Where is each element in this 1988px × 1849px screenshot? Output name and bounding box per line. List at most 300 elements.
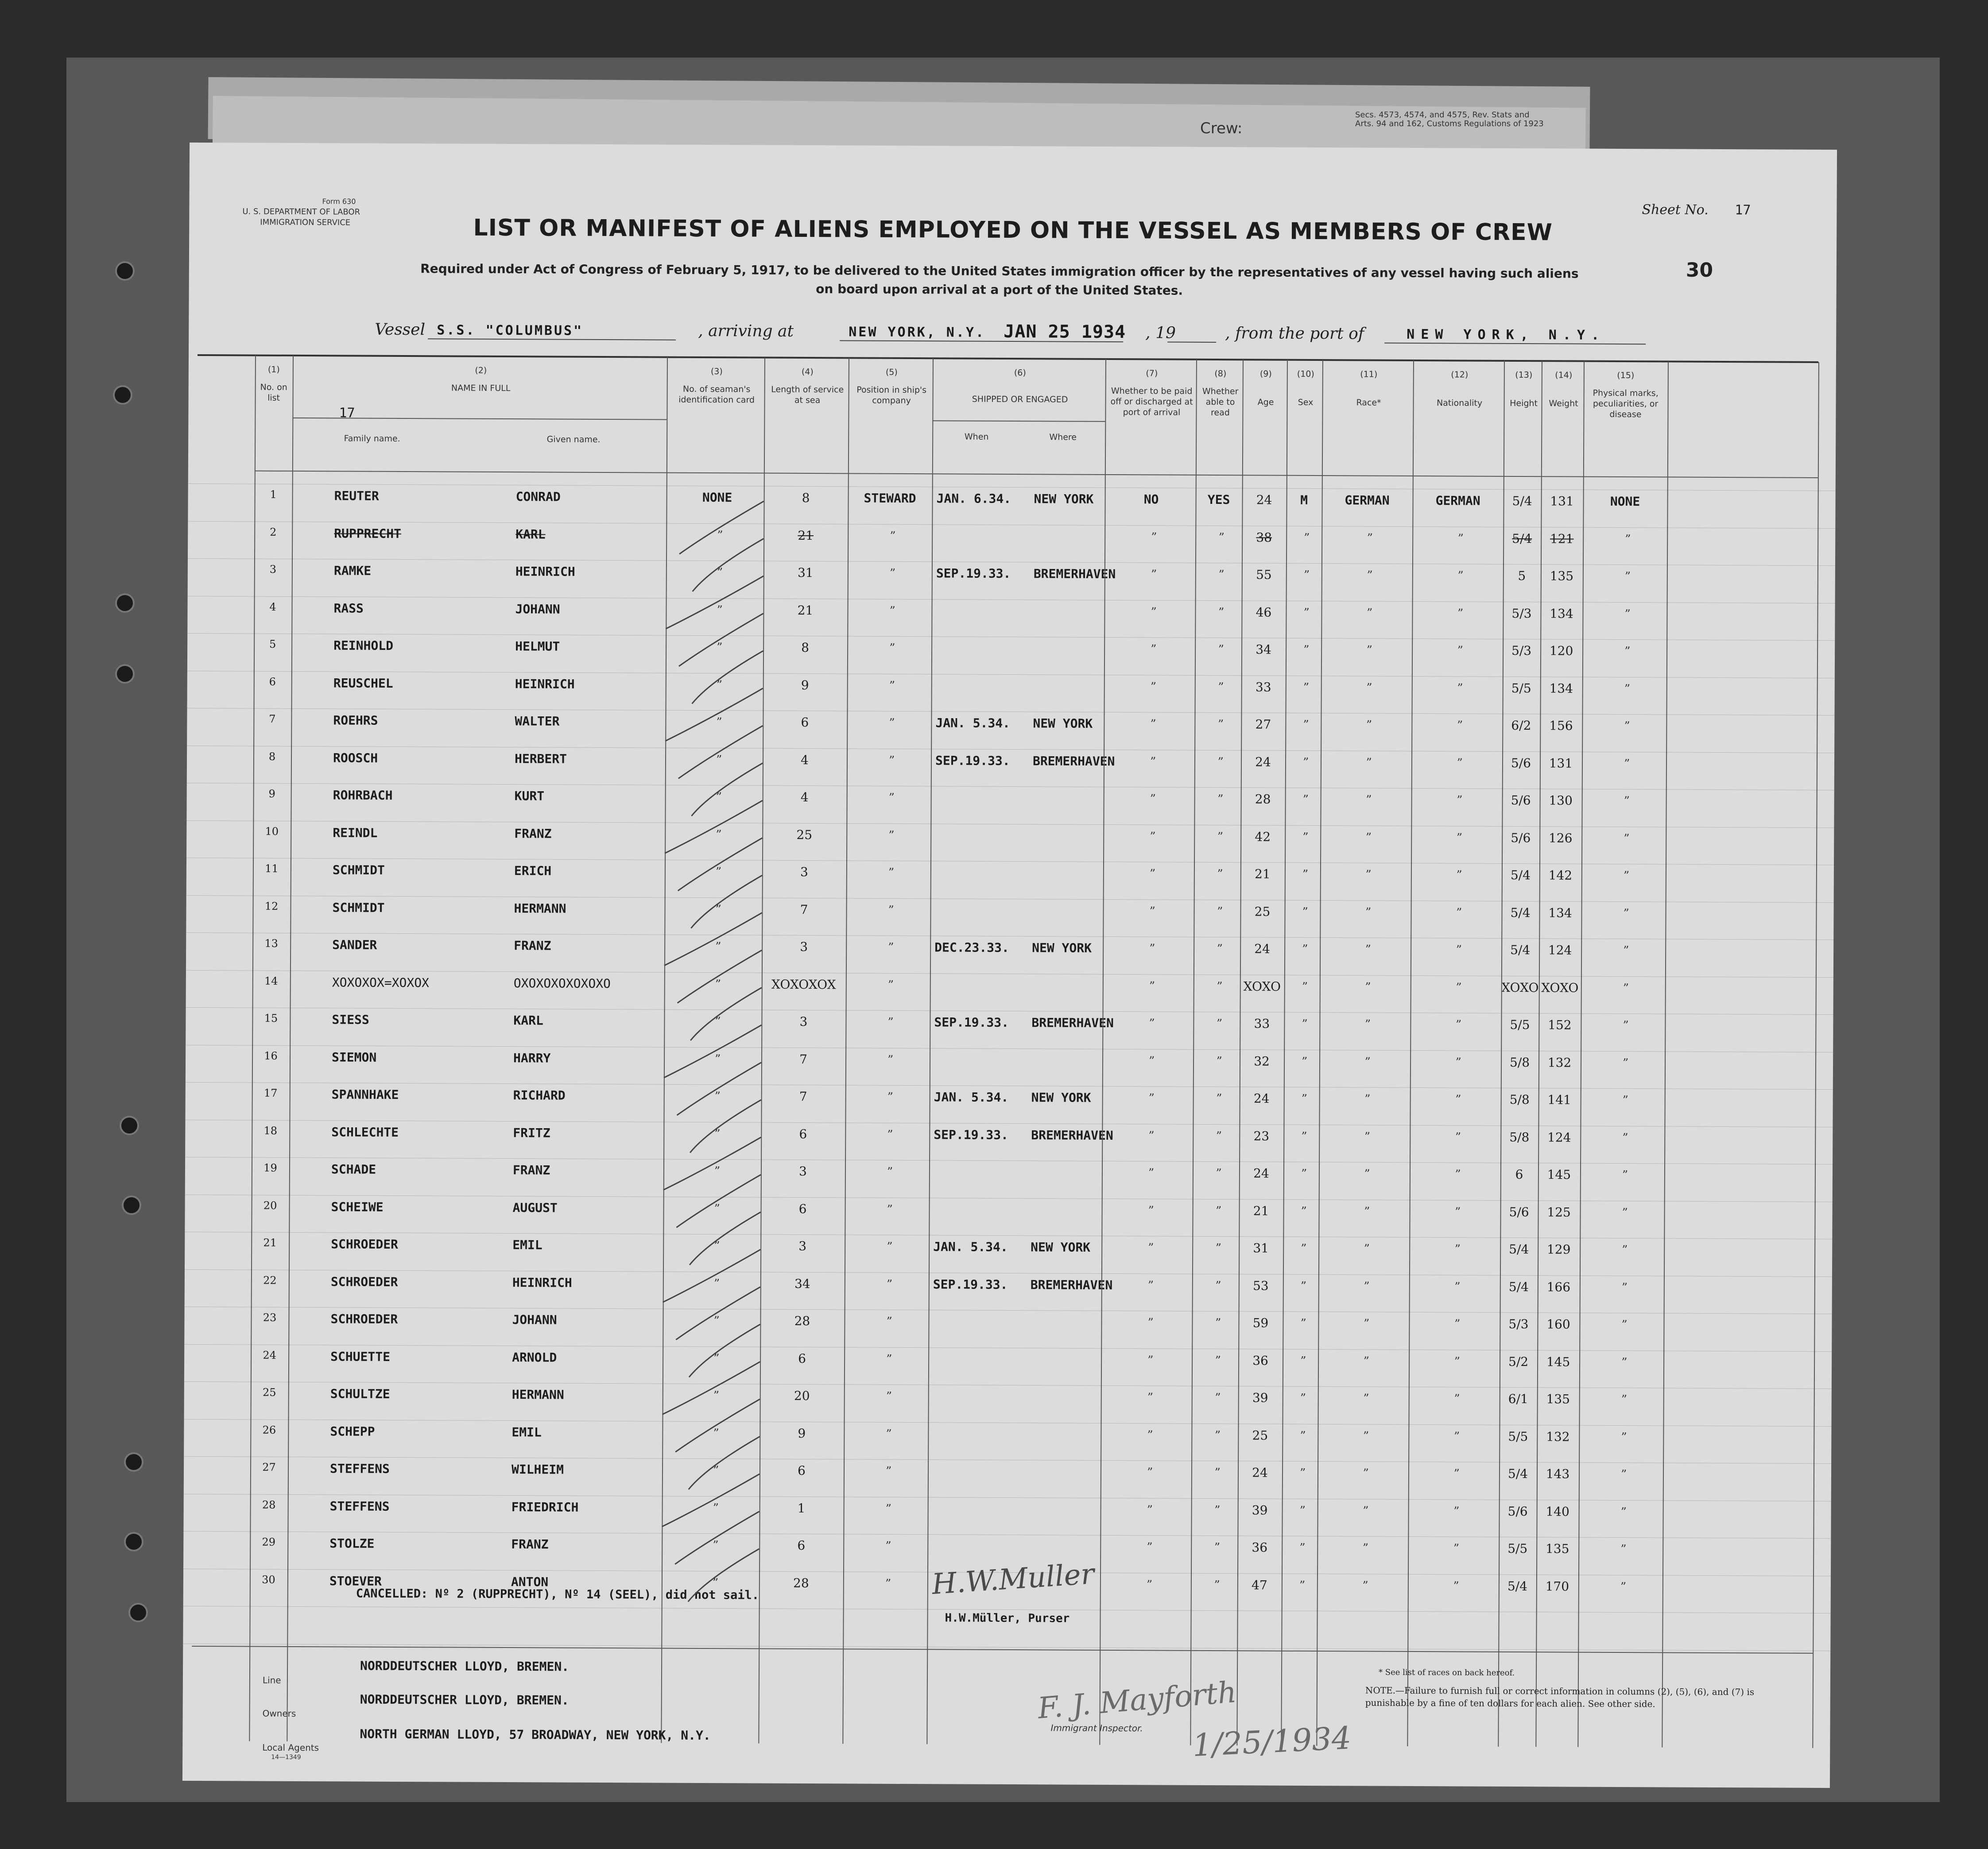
cell-given: ANTON [511, 1574, 549, 1589]
ditto-mark: ” [1362, 1541, 1369, 1555]
ditto-mark: ” [1147, 1278, 1154, 1292]
cell-service: 8 [802, 490, 810, 506]
ditto-mark: ” [887, 1165, 893, 1179]
col2-header: (2) NAME IN FULL [451, 365, 511, 394]
col12-header: (12) Nationality [1436, 370, 1483, 408]
cell-age: 24 [1255, 754, 1271, 770]
ditto-mark: ” [887, 1053, 894, 1067]
cell-age: 36 [1252, 1540, 1268, 1555]
ditto-mark: ” [1302, 942, 1308, 956]
ditto-mark: ” [887, 1203, 893, 1216]
sheet-number-value: 17 [1735, 202, 1751, 218]
ditto-mark: ” [1454, 1280, 1461, 1293]
cell-no: 9 [268, 787, 275, 800]
cell-given: HERMANN [514, 901, 566, 916]
cell-age: 39 [1252, 1390, 1268, 1405]
ditto-mark: ” [1622, 1206, 1628, 1219]
cell-when: JAN. 6.34. [936, 491, 1011, 507]
col15-header: (15) Physical marks, peculiarities, or disease [1593, 370, 1659, 420]
ditto-mark: ” [1456, 905, 1462, 919]
vessel-line [189, 320, 1836, 347]
ditto-mark: ” [1621, 1280, 1628, 1294]
ditto-mark: ” [716, 753, 722, 766]
ditto-mark: ” [1148, 1091, 1155, 1105]
year-label: , 19 [1145, 324, 1176, 342]
ditto-mark: ” [1215, 1316, 1221, 1330]
ditto-mark: ” [1623, 1019, 1629, 1033]
penalty-note: NOTE.—Failure to furnish full or correct information in columns (2), (5), (6), and (7) is punishable by a fine of ten dollars for each alien. See other side. [1365, 1685, 1755, 1710]
ditto-mark: ” [1363, 1466, 1369, 1480]
ditto-mark: ” [1303, 681, 1310, 694]
ditto-mark: ” [1623, 869, 1630, 883]
cell-weight: 145 [1546, 1354, 1570, 1369]
sheet-number-label: Sheet No. [1642, 202, 1709, 218]
cell-service: 31 [797, 565, 814, 580]
ditto-mark: ” [1149, 942, 1155, 955]
cell-service: 28 [794, 1313, 810, 1329]
cell-service: 1 [797, 1501, 806, 1516]
ditto-mark: ” [715, 902, 721, 916]
cell-service: 7 [800, 902, 808, 917]
crew-table [182, 355, 1836, 1748]
cell-height: 5/6 [1511, 830, 1531, 845]
ditto-mark: ” [1455, 1093, 1461, 1106]
ditto-mark: ” [1622, 1094, 1629, 1107]
cell-family: SCHEPP [330, 1423, 375, 1439]
cell-where: NEW YORK [1034, 491, 1094, 507]
cell-height: 5/5 [1511, 681, 1531, 696]
binder-hole [115, 664, 135, 684]
cell-weight: 143 [1546, 1466, 1570, 1482]
cell-no: 23 [263, 1311, 277, 1324]
ditto-mark: ” [717, 641, 723, 654]
cell-weight: 135 [1550, 569, 1574, 584]
cell-card: NONE [702, 490, 732, 505]
ditto-mark: ” [889, 679, 895, 692]
cell-given: ERICH [514, 863, 552, 878]
cell-weight: 132 [1547, 1055, 1572, 1070]
cell-nationality: GERMAN [1435, 493, 1480, 508]
ditto-mark: ” [1365, 943, 1372, 956]
ditto-mark: ” [1301, 1204, 1307, 1218]
ditto-mark: ” [714, 1164, 721, 1178]
cell-weight: 160 [1546, 1317, 1570, 1332]
cell-family: SCHMIDT [332, 900, 385, 915]
cell-weight: 130 [1549, 793, 1573, 808]
ditto-mark: ” [1151, 605, 1157, 619]
cell-given: AUGUST [512, 1200, 558, 1215]
cell-given: KARL [515, 526, 546, 542]
ditto-mark: ” [885, 1502, 892, 1516]
cell-weight: 124 [1547, 1130, 1571, 1145]
document-title: LIST OR MANIFEST OF ALIENS EMPLOYED ON THE VESSEL AS MEMBERS OF CREW [473, 214, 1553, 246]
cell-weight: 141 [1547, 1092, 1571, 1107]
cell-family: STEFFENS [329, 1498, 390, 1514]
cell-where: BREMERHAVEN [1032, 753, 1115, 769]
cell-family: REUTER [334, 488, 379, 503]
ditto-mark: ” [1456, 868, 1462, 882]
ditto-mark: ” [886, 1352, 892, 1366]
ditto-mark: ” [1300, 1279, 1307, 1293]
cell-height: 6/2 [1511, 718, 1531, 733]
ditto-mark: ” [1218, 680, 1224, 694]
cell-height: 5/3 [1511, 606, 1532, 621]
cell-given: HEINRICH [515, 676, 575, 692]
pencil-check-marks [182, 355, 1836, 1748]
ditto-mark: ” [1366, 718, 1372, 732]
cell-height: 6 [1515, 1167, 1523, 1182]
ditto-mark: ” [1217, 979, 1223, 993]
ditto-mark: ” [1150, 792, 1156, 806]
ditto-mark: ” [713, 1539, 719, 1552]
ditto-mark: ” [1364, 1279, 1370, 1293]
ditto-mark: ” [1624, 682, 1631, 696]
cell-no: 6 [269, 675, 276, 688]
ditto-mark: ” [1216, 1204, 1222, 1218]
ditto-mark: ” [1621, 1318, 1628, 1332]
ditto-mark: ” [1150, 754, 1156, 768]
cell-when: JAN. 5.34. [935, 716, 1011, 731]
cell-family: SCHULTZE [330, 1386, 390, 1401]
cell-no: 10 [265, 825, 279, 838]
department-name: U. S. DEPARTMENT OF LABOR [242, 207, 360, 217]
ditto-mark: ” [1620, 1580, 1627, 1594]
cell-weight: XOXO [1541, 980, 1579, 995]
cell-given: HARRY [513, 1050, 551, 1065]
cell-height: 5/6 [1509, 1204, 1529, 1219]
cell-no: 24 [263, 1349, 276, 1362]
ditto-mark: ” [1364, 1130, 1371, 1144]
ditto-mark: ” [1624, 607, 1631, 621]
ditto-mark: ” [1457, 756, 1463, 770]
ditto-mark: ” [1454, 1354, 1460, 1368]
ditto-mark: ” [1622, 1056, 1629, 1070]
ditto-mark: ” [1623, 906, 1629, 920]
ditto-mark: ” [715, 977, 721, 991]
ditto-mark: ” [1147, 1503, 1153, 1516]
cell-family: SPANNHAKE [331, 1087, 399, 1102]
previous-sheet-crew-label: Crew: [1200, 120, 1243, 137]
cell-age: 24 [1253, 1166, 1269, 1181]
cell-age: 25 [1252, 1427, 1268, 1443]
ditto-mark: ” [717, 603, 723, 617]
ditto-mark: ” [1217, 793, 1224, 806]
ditto-mark: ” [1217, 718, 1224, 731]
cell-service: 9 [798, 1426, 806, 1441]
ditto-mark: ” [1457, 531, 1464, 545]
ditto-mark: ” [889, 566, 896, 580]
ditto-mark: ” [1218, 605, 1225, 619]
cell-no: 25 [262, 1386, 276, 1399]
cell-service: 21 [798, 528, 814, 543]
cell-position: STEWARD [864, 491, 916, 506]
ditto-mark: ” [887, 1015, 894, 1029]
cell-family: SCHROEDER [330, 1274, 398, 1289]
cell-service: 7 [799, 1089, 807, 1104]
cell-family: SIEMON [332, 1049, 377, 1065]
ditto-mark: ” [1300, 1391, 1306, 1405]
ditto-mark: ” [1147, 1540, 1153, 1554]
ditto-mark: ” [716, 828, 722, 841]
ditto-mark: ” [1455, 1168, 1461, 1181]
cell-no: 14 [264, 975, 278, 987]
ditto-mark: ” [1302, 980, 1308, 994]
cell-given: WILHEIM [511, 1462, 564, 1477]
cell-given: FRIEDRICH [511, 1499, 579, 1515]
ditto-mark: ” [1620, 1505, 1627, 1519]
ditto-mark: ” [1620, 1543, 1627, 1556]
ditto-mark: ” [1453, 1429, 1460, 1443]
cell-given: FRANZ [512, 1163, 550, 1178]
cell-weight: 134 [1549, 681, 1573, 696]
cell-age: 42 [1255, 829, 1271, 844]
ditto-mark: ” [1365, 980, 1371, 994]
binder-hole [120, 1116, 139, 1135]
cell-given: CONRAD [515, 489, 561, 504]
ditto-mark: ” [1218, 568, 1225, 582]
col9-header: (9) Age [1257, 369, 1274, 407]
ditto-mark: ” [1621, 1355, 1628, 1369]
ditto-mark: ” [712, 1576, 719, 1590]
ditto-mark: ” [1623, 981, 1629, 995]
vessel-name: S.S. "COLUMBUS" [437, 322, 584, 339]
ditto-mark: ” [1362, 1578, 1368, 1593]
cell-family: XOXOXOX=XOXOX [332, 975, 430, 990]
ditto-mark: ” [1147, 1466, 1153, 1479]
binder-hole [124, 1452, 143, 1472]
cell-weight: 131 [1550, 494, 1574, 509]
ditto-mark: ” [1620, 1468, 1627, 1482]
cell-height: 5/5 [1507, 1541, 1528, 1556]
binder-hole [128, 1603, 148, 1622]
cell-weight: 125 [1547, 1204, 1571, 1220]
ditto-mark: ” [1363, 1429, 1369, 1443]
cell-no: 27 [262, 1461, 276, 1474]
ditto-mark: ” [1299, 1466, 1306, 1480]
col4-header: (4) Length of service at sea [771, 367, 844, 406]
col10-header: (10) Sex [1297, 369, 1314, 407]
cell-height: 5/6 [1511, 755, 1531, 770]
cell-height: 5 [1518, 568, 1526, 584]
line-label: Line [262, 1675, 281, 1686]
cell-given: FRANZ [514, 938, 551, 953]
agents-label: Local Agents [262, 1742, 319, 1753]
cell-height: 5/6 [1511, 793, 1531, 808]
cell-no: 12 [264, 900, 279, 913]
cell-weight: 124 [1548, 943, 1572, 958]
binder-hole [124, 1532, 143, 1551]
ditto-mark: ” [1302, 755, 1309, 769]
cell-family: RASS [333, 600, 364, 616]
cell-age: 24 [1256, 492, 1272, 507]
race-list-note: * See list of races on back hereof. [1378, 1667, 1515, 1678]
cell-age: 33 [1254, 1016, 1270, 1031]
ditto-mark: ” [1457, 606, 1464, 620]
ditto-mark: ” [1457, 719, 1463, 732]
ditto-mark: ” [1216, 1092, 1222, 1106]
cell-family: ROEHRS [333, 713, 378, 728]
cell-service: 3 [800, 939, 808, 955]
binder-hole [113, 385, 132, 405]
line-value: NORDDEUTSCHER LLOYD, BREMEN. [360, 1658, 570, 1674]
cell-no: 30 [262, 1573, 275, 1586]
cell-weight: 142 [1548, 868, 1573, 883]
cell-weight: 132 [1546, 1429, 1570, 1444]
cell-read: YES [1207, 492, 1230, 507]
cell-height: 5/4 [1512, 493, 1532, 509]
ditto-mark: ” [715, 940, 721, 954]
cell-weight: 140 [1546, 1504, 1569, 1519]
ditto-mark: ” [1363, 1504, 1369, 1518]
cell-age: 38 [1256, 530, 1272, 545]
ditto-mark: ” [714, 1090, 721, 1103]
cell-given: EMIL [512, 1424, 542, 1439]
cell-family: SCHMIDT [332, 863, 385, 878]
cell-age: 36 [1252, 1353, 1268, 1368]
shipped-where-header: Where [1049, 432, 1077, 442]
ditto-mark: ” [714, 1239, 720, 1253]
cell-given: OXOXOXOXOXOXO [513, 975, 611, 991]
ditto-mark: ” [1149, 867, 1156, 881]
ditto-mark: ” [1149, 1017, 1155, 1030]
cell-height: 5/4 [1510, 905, 1531, 920]
cell-when: SEP.19.33. [936, 566, 1011, 581]
cell-weight: 145 [1547, 1167, 1571, 1182]
cell-given: JOHANN [512, 1312, 557, 1327]
cell-weight: 135 [1545, 1541, 1569, 1556]
cell-height: XOXO [1501, 980, 1539, 995]
cell-family: ROHRBACH [333, 788, 393, 803]
col3-header: (3) No. of seaman's identification card [678, 367, 755, 405]
ditto-mark: ” [1215, 1391, 1221, 1405]
cell-family: REINHOLD [333, 638, 394, 653]
ditto-mark: ” [887, 1240, 893, 1253]
inspector-label: Immigrant Inspector. [1050, 1722, 1143, 1734]
cell-no: 29 [262, 1536, 276, 1548]
cell-race: GERMAN [1345, 493, 1390, 508]
owners-value: NORDDEUTSCHER LLOYD, BREMEN. [360, 1692, 569, 1708]
ditto-mark: ” [1366, 643, 1372, 657]
cell-weight: 135 [1546, 1392, 1570, 1407]
cell-weight: 134 [1550, 606, 1573, 621]
cell-family: SIESS [332, 1012, 369, 1027]
ditto-mark: ” [1217, 867, 1223, 881]
ditto-mark: ” [1624, 832, 1630, 845]
ditto-mark: ” [886, 1277, 893, 1291]
ditto-mark: ” [1148, 1166, 1155, 1180]
cell-age: 53 [1252, 1278, 1269, 1293]
cell-age: 28 [1255, 792, 1271, 807]
cell-where: BREMERHAVEN [1031, 1015, 1114, 1031]
cell-given: FRANZ [514, 826, 552, 841]
ditto-mark: ” [1147, 1391, 1154, 1404]
ditto-mark: ” [715, 865, 722, 879]
sheet-number [1642, 202, 1751, 218]
ditto-mark: ” [1365, 868, 1372, 882]
ditto-mark: ” [716, 678, 723, 692]
cell-age: 21 [1253, 1203, 1269, 1218]
ditto-mark: ” [1214, 1578, 1220, 1592]
cell-given: FRITZ [513, 1125, 550, 1140]
ditto-mark: ” [1302, 793, 1309, 806]
ditto-mark: ” [714, 1202, 720, 1215]
cell-height: 5/4 [1508, 1279, 1529, 1294]
cell-when: SEP.19.33. [933, 1277, 1008, 1292]
ditto-mark: ” [1216, 1167, 1222, 1180]
ditto-mark: ” [886, 1389, 892, 1403]
cell-age: 39 [1252, 1502, 1268, 1518]
ditto-mark: ” [715, 1015, 721, 1029]
ditto-mark: ” [1624, 757, 1630, 770]
col1-header: (1) No. on list [260, 364, 287, 403]
cell-service: 8 [801, 640, 810, 655]
cell-family: REINDL [333, 825, 378, 840]
ditto-mark: ” [1303, 718, 1309, 731]
ditto-mark: ” [887, 978, 894, 992]
ditto-mark: ” [1147, 1316, 1154, 1330]
ditto-mark: ” [1299, 1504, 1306, 1517]
cell-no: 22 [263, 1274, 277, 1287]
ditto-mark: ” [885, 1464, 892, 1478]
ditto-mark: ” [1365, 831, 1372, 844]
ditto-mark: ” [1148, 1241, 1154, 1255]
ditto-mark: ” [1364, 1017, 1371, 1031]
ditto-mark: ” [713, 1314, 720, 1328]
ditto-mark: ” [888, 754, 895, 767]
cell-no: 1 [270, 488, 277, 501]
cell-service: 9 [801, 677, 809, 692]
cell-given: JOHANN [515, 601, 560, 617]
ditto-mark: ” [1457, 569, 1464, 583]
arriving-label: , arriving at [698, 321, 794, 340]
cell-marks: NONE [1610, 494, 1640, 509]
cell-no: 21 [263, 1236, 277, 1249]
cell-no: 7 [269, 712, 276, 725]
ditto-mark: ” [1624, 794, 1630, 808]
cell-no: 3 [269, 563, 277, 576]
cell-height: 5/3 [1508, 1316, 1529, 1332]
ditto-mark: ” [1302, 867, 1309, 881]
ditto-mark: ” [1623, 944, 1629, 958]
cell-age: 46 [1256, 604, 1272, 620]
ditto-mark: ” [1303, 606, 1310, 619]
cell-weight: 166 [1546, 1279, 1571, 1295]
cell-family: RAMKE [333, 563, 372, 578]
agents-value: NORTH GERMAN LLOYD, 57 BROADWAY, NEW YORK, N.Y. [360, 1726, 711, 1743]
cell-weight: 131 [1549, 755, 1573, 771]
cell-height: 5/4 [1509, 1242, 1529, 1257]
col7-header: (7) Whether to be paid off or discharged at port of arrival [1110, 368, 1193, 418]
date-stamp: JAN 25 1934 [1004, 321, 1126, 343]
ditto-mark: ” [1364, 1242, 1370, 1256]
ditto-mark: ” [1456, 831, 1463, 844]
cell-no: 11 [265, 862, 279, 875]
ditto-mark: ” [713, 1277, 720, 1290]
binder-hole [115, 593, 135, 613]
ditto-mark: ” [1217, 830, 1224, 843]
cell-where: BREMERHAVEN [1031, 1127, 1113, 1143]
ditto-mark: ” [1367, 531, 1373, 545]
ditto-mark: ” [1304, 531, 1310, 545]
cell-height: 5/2 [1508, 1354, 1529, 1369]
cell-service: 6 [798, 1463, 806, 1478]
family-name-header: Family name. [344, 433, 400, 444]
ditto-mark: ” [714, 1127, 721, 1141]
cell-age: 32 [1254, 1053, 1270, 1069]
cell-when: JAN. 5.34. [933, 1239, 1008, 1254]
cell-family: RUPPRECHT [334, 526, 402, 541]
ditto-mark: ” [1146, 1578, 1153, 1591]
